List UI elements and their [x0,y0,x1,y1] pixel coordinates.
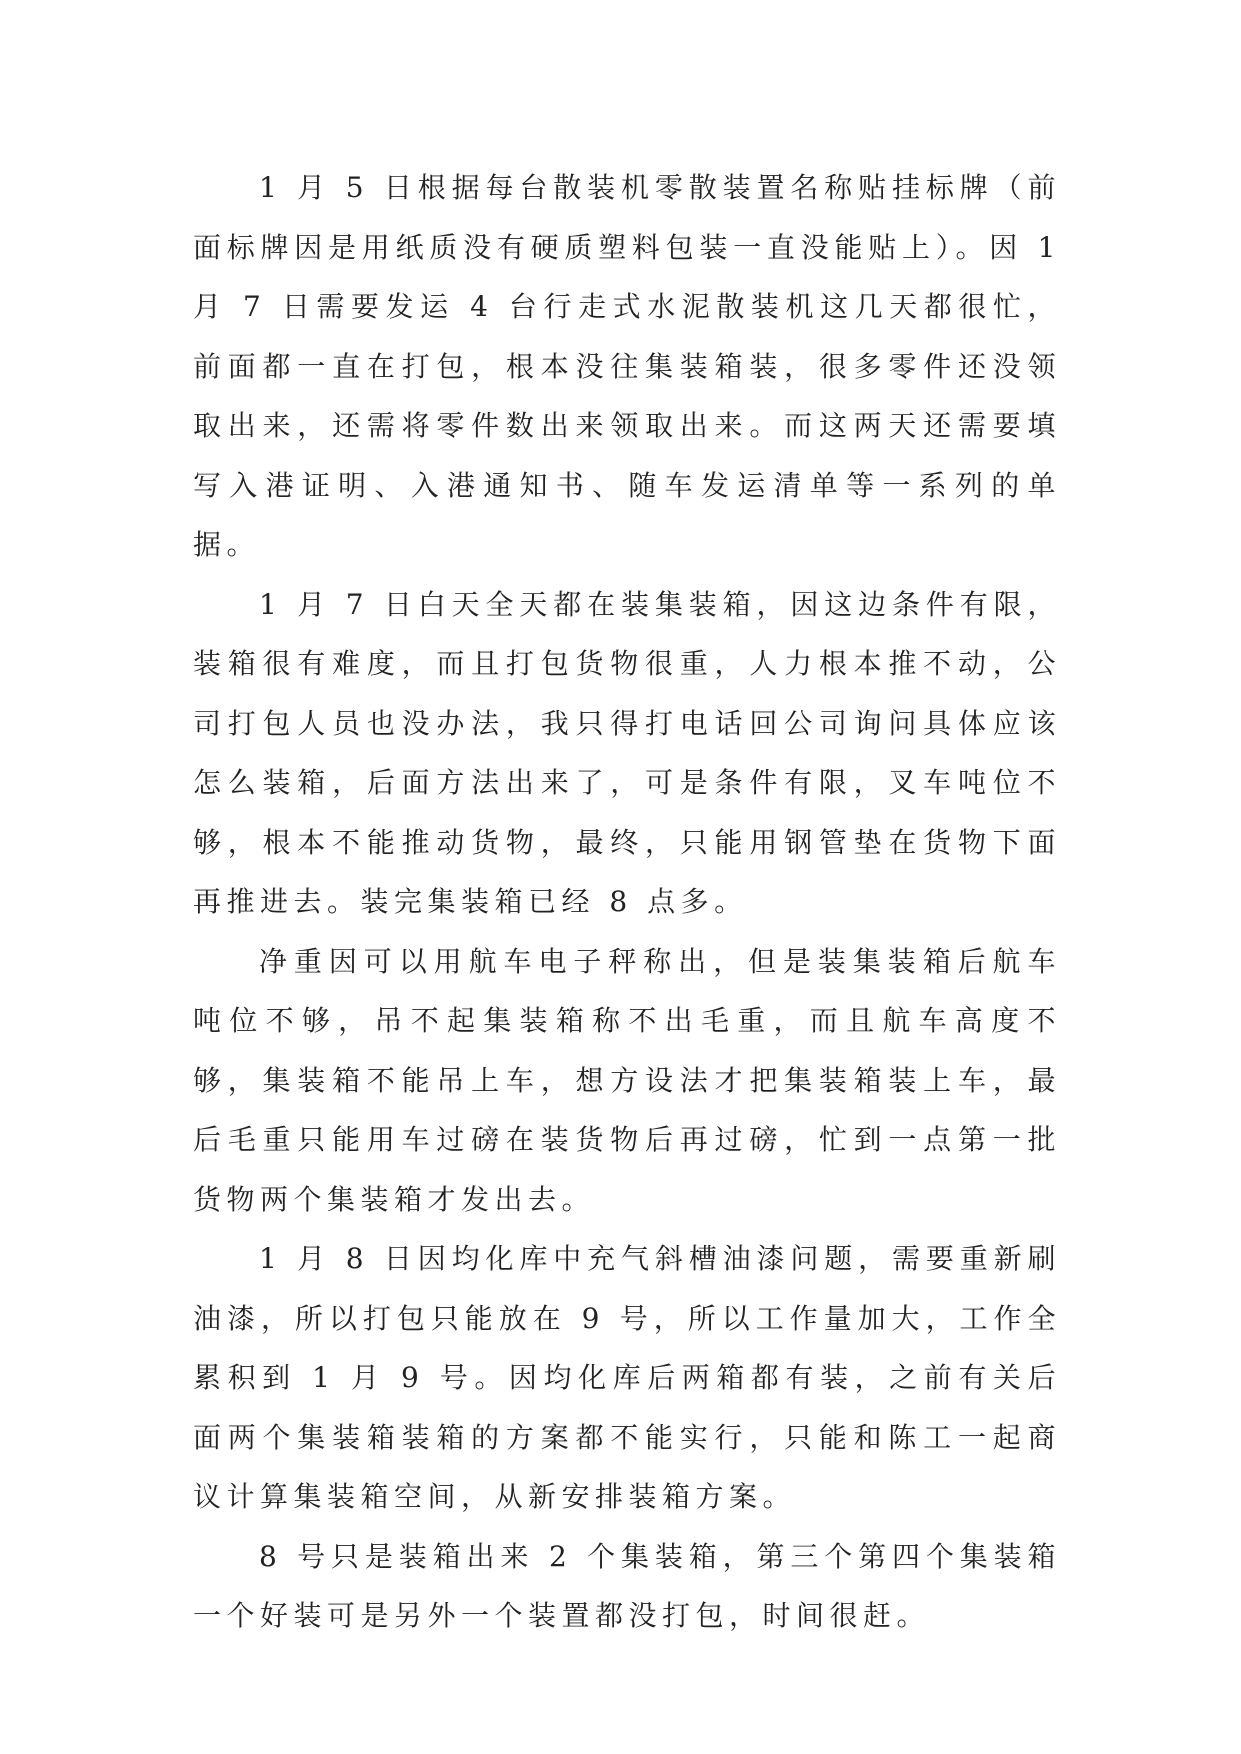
document-body [193,158,1061,1646]
paragraph-3: 净重因可以用航车电子秤称出，但是装集装箱后航车吨位不够，吊不起集装箱称不出毛重，而且航车高度不够，集装箱不能吊上车，想方设法才把集装箱装上车，最后毛重只能用车过磅在装货物后再过磅，忙到一点第一批货物两个集装箱才发出去。 [193,944,1061,1216]
paragraph-1: 1 月 5 日根据每台散装机零散装置名称贴挂标牌（前面标牌因是用纸质没有硬质塑料包装一直没能贴上）。因 1 月 7 日需要发运 4 台行走式水泥散装机这几天都很忙，前面都一直在打包，根本没往集装箱装，很多零件还没领取出来，还需将零件数出来领取出来。而这两天还需要填写入港证明、入港通知书、随车发运清单等一系列的单据。 [193,171,1061,561]
paragraph-2: 1 月 7 日白天全天都在装集装箱，因这边条件有限，装箱很有难度，而且打包货物很重，人力根本推不动，公司打包人员也没办法，我只得打电话回公司询问具体应该怎么装箱，后面方法出来了，可是条件有限，叉车吨位不够，根本不能推动货物，最终，只能用钢管垫在货物下面再推进去。装完集装箱已经 8 点多。 [193,587,1061,918]
paragraph-5: 8 号只是装箱出来 2 个集装箱，第三个第四个集装箱一个好装可是另外一个装置都没打包，时间很赶。 [193,1539,1061,1632]
paragraph-4: 1 月 8 日因均化库中充气斜槽油漆问题，需要重新刷油漆，所以打包只能放在 9 号，所以工作量加大，工作全累积到 1 月 9 号。因均化库后两箱都有装，之前有关后面两个集装箱装箱的方案都不能实行，只能和陈工一起商议计算集装箱空间，从新安排装箱方案。 [193,1242,1061,1513]
